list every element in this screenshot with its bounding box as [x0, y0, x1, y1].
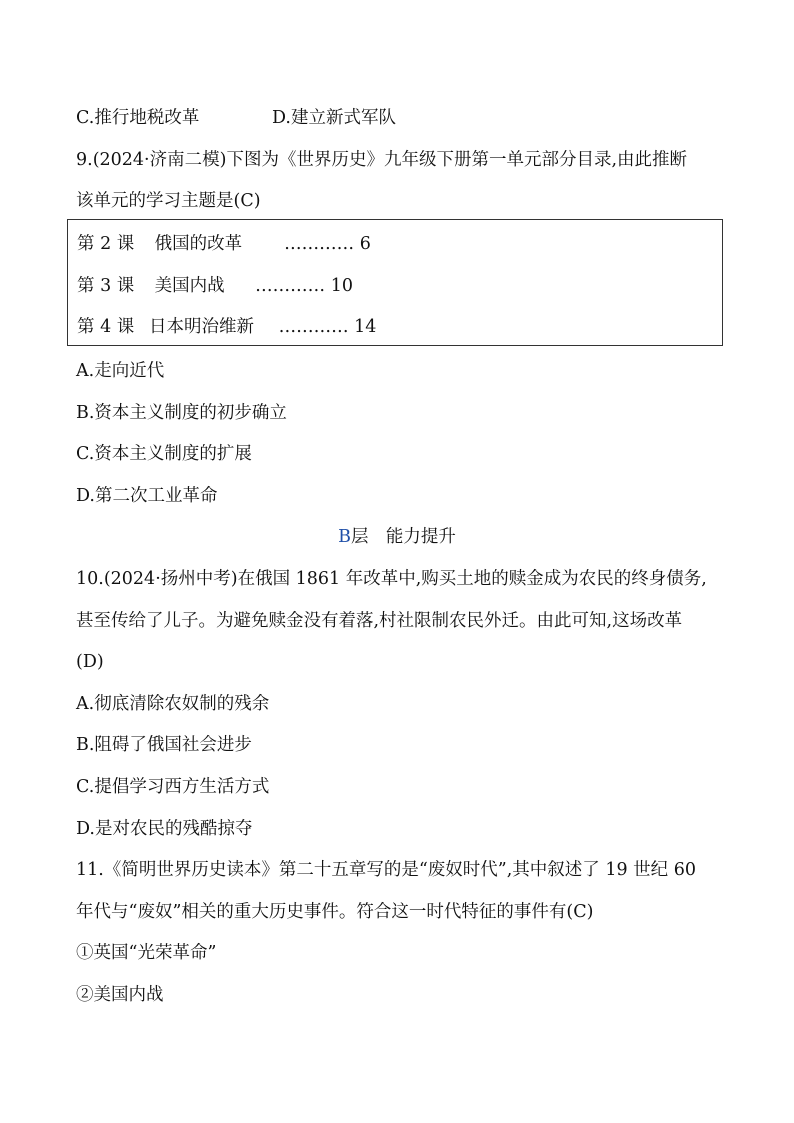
q9-option-a: A.走向近代 [76, 361, 165, 381]
toc-title: 美国内战 [154, 276, 225, 296]
toc-row [77, 233, 371, 255]
toc-page: 14 [354, 317, 377, 337]
q10-stem-line2: 甚至传给了儿子。为避免赎金没有着落,村社限制农民外迁。由此可知,这场改革 [76, 611, 683, 631]
q10-stem-line3: (D) [76, 652, 104, 672]
q10-option-b: B.阻碍了俄国社会进步 [76, 735, 252, 755]
q10-option-a: A.彻底清除农奴制的残余 [76, 694, 270, 714]
q8-option-c: C.推行地税改革 [76, 108, 200, 128]
q11-item-1: ①英国“光荣革命” [76, 943, 217, 963]
q11-stem-line2: 年代与“废奴”相关的重大历史事件。符合这一时代特征的事件有(C) [76, 902, 594, 922]
toc-page: 10 [330, 276, 354, 296]
q9-stem-line1: 9.(2024·济南二模)下图为《世界历史》九年级下册第一单元部分目录,由此推断 [76, 150, 688, 170]
q11-stem-line1: 11.《简明世界历史读本》第二十五章写的是“废奴时代”,其中叙述了 19 世纪 60 [76, 860, 697, 880]
toc-row-3-rest [149, 316, 376, 338]
toc-title: 日本明治维新 [149, 317, 254, 337]
section-title: 层 能力提升 [350, 527, 456, 547]
toc-dots: ………… [278, 317, 349, 337]
toc-dots: ………… [284, 234, 355, 254]
section-heading [0, 526, 794, 548]
q11-item-2: ②美国内战 [76, 985, 164, 1005]
section-letter: B [338, 527, 351, 547]
q9-option-c: C.资本主义制度的扩展 [76, 444, 252, 464]
q8-option-d: D.建立新式军队 [272, 108, 396, 128]
toc-lesson: 第 2 课 [77, 234, 135, 254]
q9-option-d: D.第二次工业革命 [76, 486, 218, 506]
toc-dots: ………… [255, 276, 326, 296]
q9-stem-line2: 该单元的学习主题是(C) [76, 191, 261, 211]
q10-stem-line1: 10.(2024·扬州中考)在俄国 1861 年改革中,购买土地的赎金成为农民的终身债务, [76, 569, 707, 589]
table-of-contents-box [67, 219, 723, 346]
toc-lesson: 第 4 课 [77, 317, 135, 337]
q10-option-d: D.是对农民的残酷掠夺 [76, 819, 253, 839]
toc-row [77, 275, 353, 297]
q9-option-b: B.资本主义制度的初步确立 [76, 403, 287, 423]
toc-title: 俄国的改革 [154, 234, 243, 254]
toc-lesson: 第 3 课 [77, 276, 135, 296]
q10-option-c: C.提倡学习西方生活方式 [76, 777, 270, 797]
toc-page: 6 [359, 234, 371, 254]
